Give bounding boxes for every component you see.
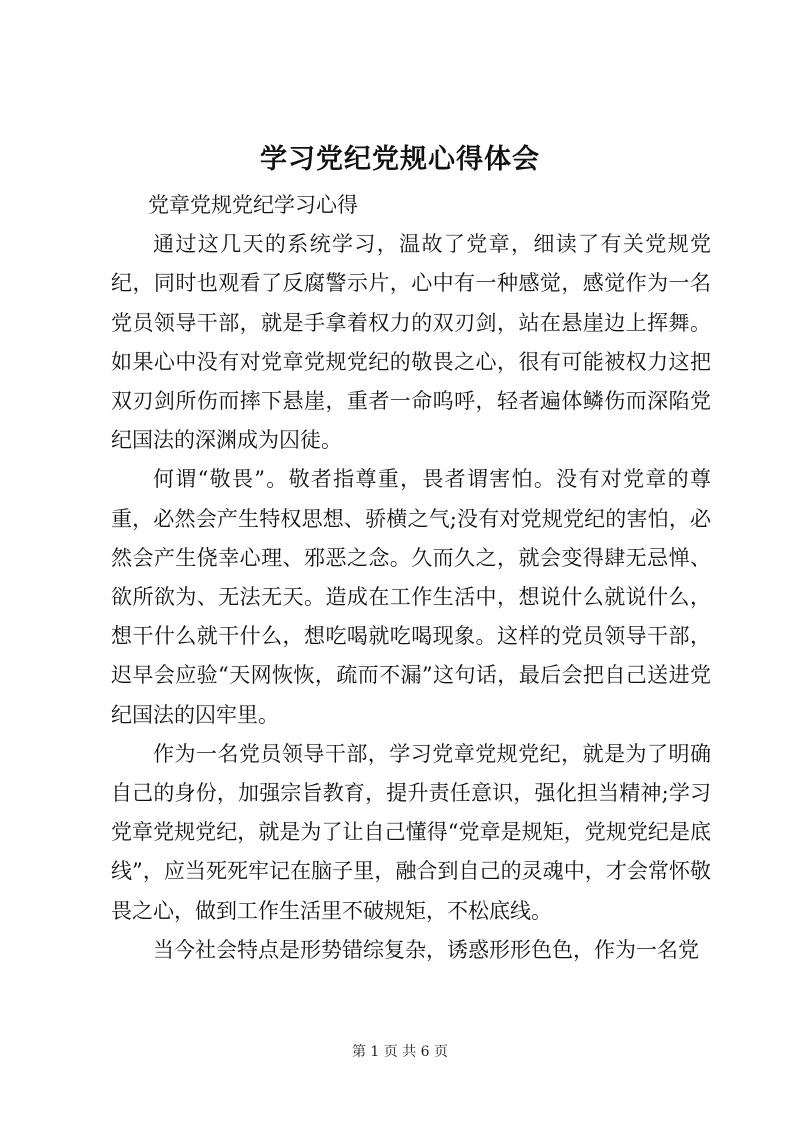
paragraph-4: 当今社会特点是形势错综复杂，诱惑形形色色，作为一名党: [153, 937, 699, 962]
paragraph-2: 何谓“敬畏”。敬者指尊重，畏者谓害怕。没有对党章的尊重，必然会产生特权思想、骄横之气;没有对党规党纪的害怕，必然会产生侥幸心理、邪恶之念。久而久之，就会变得肆无忌惮、欲所欲为、无法无天。造成在工作生活中，想说什么就说什么，想干什么就干什么，想吃喝就吃喝现象。这样的党员领导干部，迟早会应验“天网恢恢，疏而不漏”这句话，最后会把自己送进党纪国法的囚牢里。: [111, 467, 711, 727]
document-subtitle: 党章党规党纪学习心得: [148, 193, 358, 217]
document-body: [111, 186, 711, 970]
document-title: 学习党纪党规心得体会: [260, 144, 540, 175]
paragraph-3: 作为一名党员领导干部，学习党章党规党纪，就是为了明确自己的身份，加强宗旨教育，提升责任意识，强化担当精神;学习党章党规党纪，就是为了让自己懂得“党章是规矩，党规党纪是底线”，应当死死牢记在脑子里，融合到自己的灵魂中，才会常怀敬畏之心，做到工作生活里不破规矩，不松底线。: [111, 741, 711, 923]
page-number-footer: 第 1 页 共 6 页: [351, 1044, 449, 1060]
paragraph-1: 通过这几天的系统学习，温故了党章，细读了有关党规党纪，同时也观看了反腐警示片，心中有一种感觉，感觉作为一名党员领导干部，就是手拿着权力的双刃剑，站在悬崖边上挥舞。如果心中没有对党章党规党纪的敬畏之心，很有可能被权力这把双刃剑所伤而摔下悬崖，重者一命呜呼，轻者遍体鳞伤而深陷党纪国法的深渊成为囚徒。: [111, 232, 711, 453]
